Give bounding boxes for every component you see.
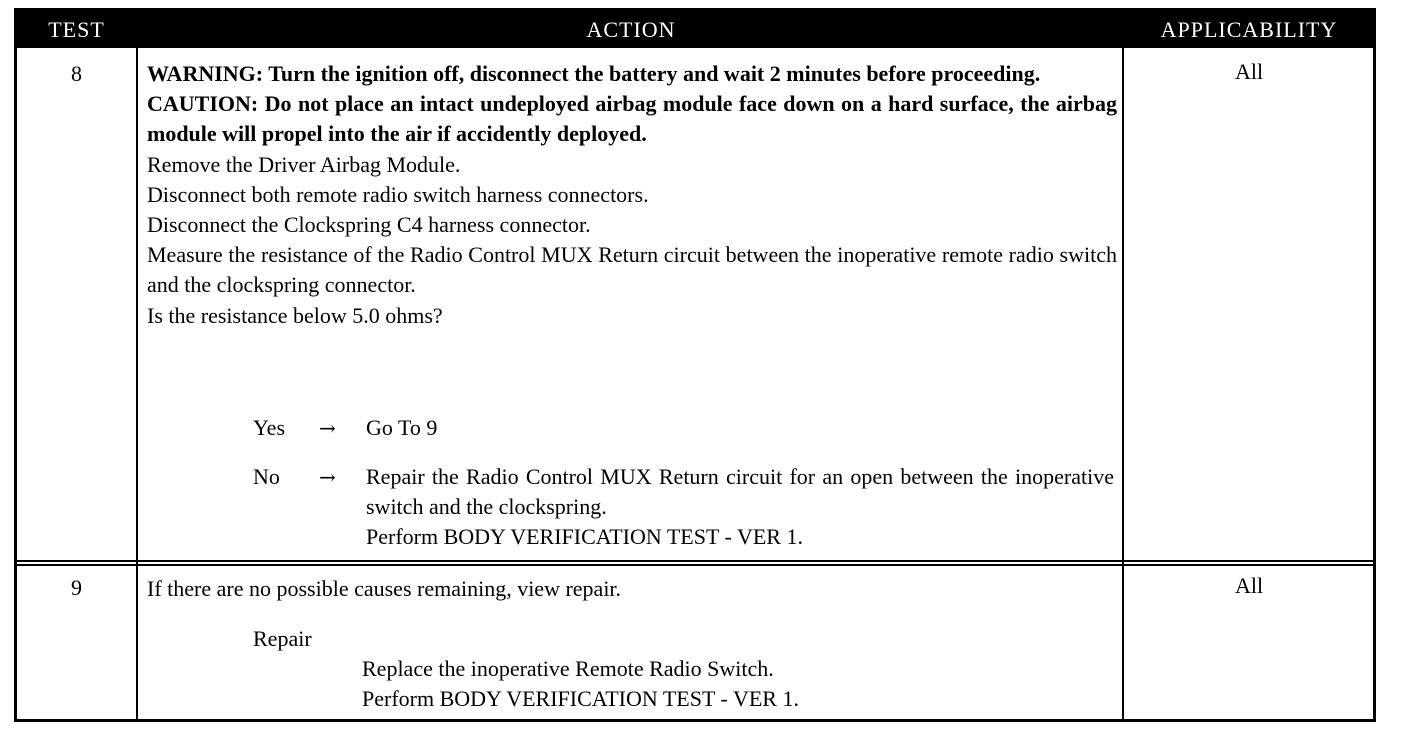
- step-text: Remove the Driver Airbag Module.: [147, 151, 461, 177]
- header-applicability: APPLICABILITY: [1160, 17, 1338, 42]
- no-result-verification: Perform BODY VERIFICATION TEST - VER 1.: [366, 524, 803, 549]
- caution-text: CAUTION: Do not place an intact undeployed airbag module face down on a hard surface, the airbag module will propel into the air if accidently deployed.: [147, 91, 1117, 147]
- applicability-value: All: [1234, 59, 1264, 84]
- repair-step: Replace the inoperative Remote Radio Switch.: [362, 656, 774, 681]
- step-text: Disconnect both remote radio switch harness connectors.: [147, 181, 649, 207]
- step-text: Is the resistance below 5.0 ohms?: [147, 302, 443, 328]
- row-divider: [17, 564, 1373, 566]
- no-result: Repair the Radio Control MUX Return circuit for an open between the inoperative switch and the clockspring.: [366, 464, 1114, 519]
- applicability-value: All: [1234, 573, 1264, 598]
- repair-step: Perform BODY VERIFICATION TEST - VER 1.: [362, 686, 799, 711]
- arrow-right-icon: →: [319, 465, 336, 489]
- step-text: Disconnect the Clockspring C4 harness connector.: [147, 212, 591, 238]
- column-divider: [1122, 48, 1124, 722]
- action-cell: [147, 59, 1117, 331]
- test-number: 9: [71, 575, 82, 600]
- header-action: ACTION: [586, 17, 676, 42]
- arrow-right-icon: →: [319, 416, 336, 440]
- row-divider: [17, 560, 1373, 562]
- intro-text: If there are no possible causes remaining, view repair.: [147, 576, 622, 601]
- yes-result: Go To 9: [366, 415, 438, 440]
- column-divider: [136, 48, 138, 722]
- no-label: No: [253, 464, 280, 489]
- header-test: TEST: [48, 17, 105, 42]
- diagnostic-test-table: [14, 8, 1376, 722]
- step-text: Measure the resistance of the Radio Control MUX Return circuit between the inoperative remote radio switch and the clockspring connector.: [147, 242, 1117, 298]
- repair-label: Repair: [253, 626, 312, 651]
- warning-text: WARNING: Turn the ignition off, disconnect the battery and wait 2 minutes before proceeding.: [147, 61, 1041, 86]
- table-header: [17, 11, 1373, 48]
- test-number: 8: [71, 61, 82, 86]
- yes-label: Yes: [253, 415, 286, 440]
